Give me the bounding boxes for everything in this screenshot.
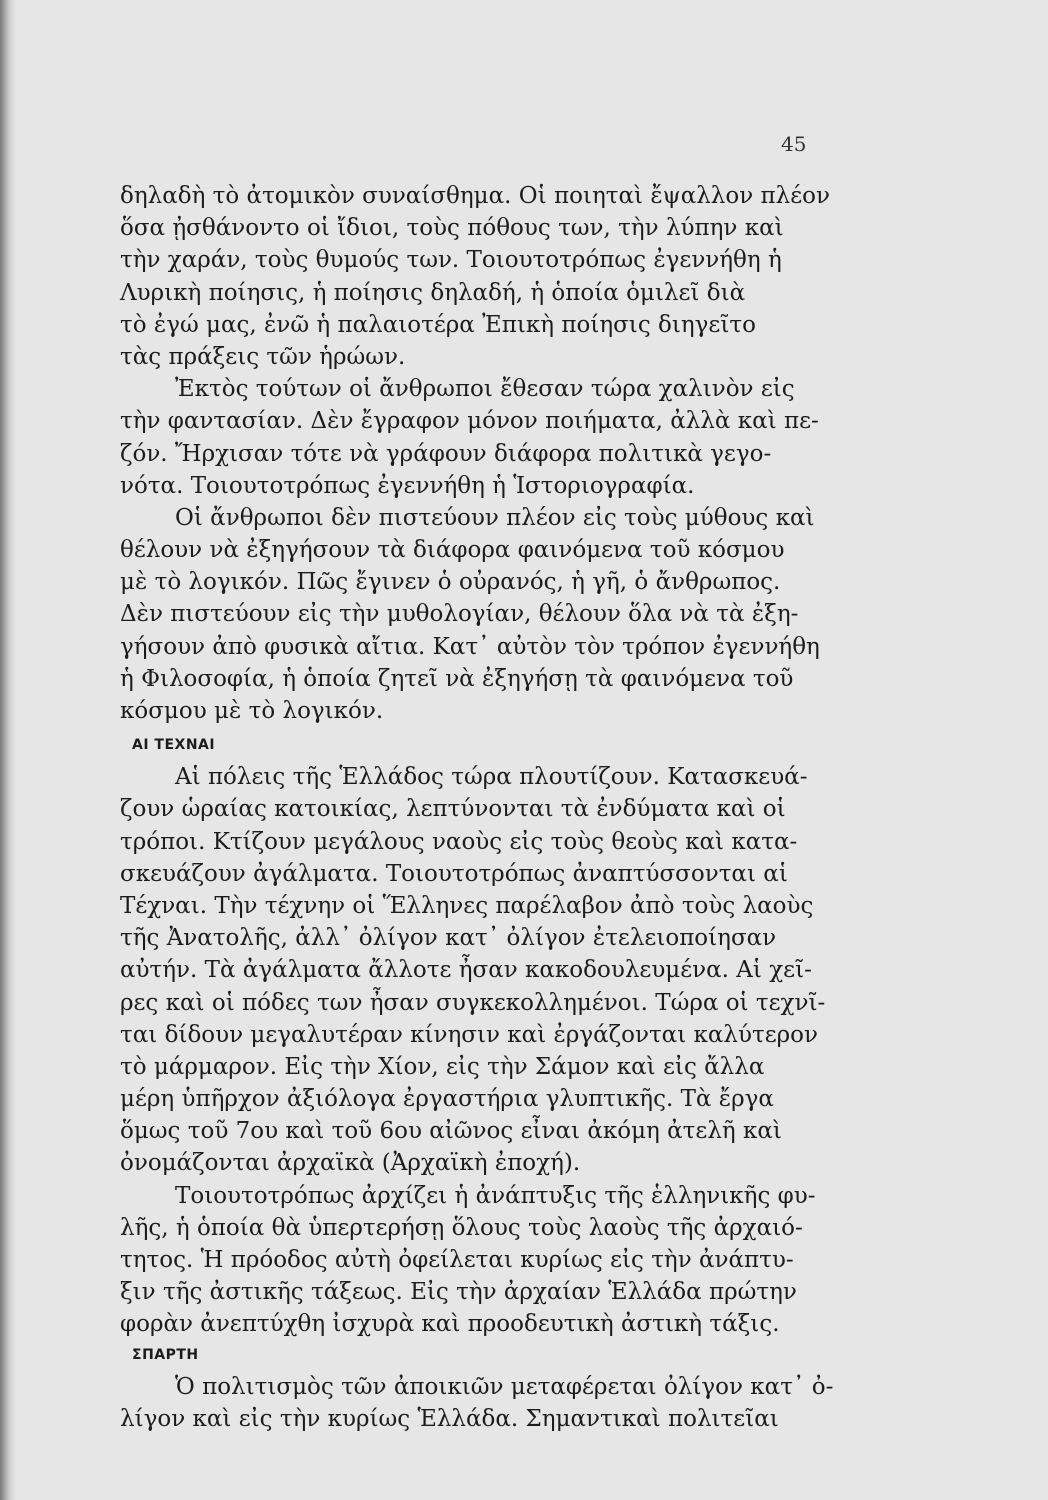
text-line: ζουν ὡραίας κατοικίας, λεπτύνονται τὰ ἐνδύματα καὶ οἱ <box>120 796 786 823</box>
text-line: ὀνομάζονται ἀρχαϊκὰ (Ἀρχαϊκὴ ἐποχή). <box>120 1150 581 1177</box>
text-line: Αἱ πόλεις τῆς Ἑλλάδος τώρα πλουτίζουν. Κατασκευά- <box>175 764 808 791</box>
text-line: τρόποι. Κτίζουν μεγάλους ναοὺς εἰς τοὺς θεοὺς καὶ κατα- <box>120 828 798 855</box>
page-text <box>120 180 850 1435</box>
text-line: Ἐκτὸς τούτων οἱ ἄνθρωποι ἔθεσαν τώρα χαλινὸν εἰς <box>175 376 795 403</box>
text-line: μέρη ὑπῆρχον ἀξιόλογα ἐργαστήρια γλυπτικῆς. Τὰ ἔργα <box>120 1086 774 1113</box>
text-line: τὴν φαντασίαν. Δὲν ἔγραφον μόνον ποιήματα, ἀλλὰ καὶ πε- <box>120 408 819 435</box>
text-line: σκευάζουν ἀγάλματα. Τοιουτοτρόπως ἀναπτύσσονται αἱ <box>120 860 788 887</box>
text-line: τὸ ἐγώ μας, ἐνῶ ἡ παλαιοτέρα Ἐπικὴ ποίησις διηγεῖτο <box>120 311 756 338</box>
text-line: μὲ τὸ λογικόν. Πῶς ἔγινεν ὁ οὐρανός, ἡ γῆ, ὁ ἄνθρωπος. <box>120 569 781 596</box>
text-line: ὅμως τοῦ 7ου καὶ τοῦ 6ου αἰῶνος εἶναι ἀκόμη ἀτελῆ καὶ <box>120 1118 782 1145</box>
text-line: νότα. Τοιουτοτρόπως ἐγεννήθη ἡ Ἱστοριογραφία. <box>120 472 695 499</box>
paragraph-block-1 <box>120 180 850 727</box>
text-line: τητος. Ἡ πρόοδος αὐτὴ ὀφείλεται κυρίως εἰς τὴν ἀνάπτυ- <box>120 1247 794 1273</box>
text-line: Τέχναι. Τὴν τέχνην οἱ Ἕλληνες παρέλαβον ἀπὸ τοὺς λαοὺς <box>120 892 814 919</box>
paragraph-block-3 <box>120 1371 850 1435</box>
text-line: τὸ μάρμαρον. Εἰς τὴν Χίον, εἰς τὴν Σάμον καὶ εἰς ἄλλα <box>120 1053 765 1080</box>
section-heading-sparta: ΣΠΑΡΤΗ <box>132 1346 199 1363</box>
text-line: γήσουν ἀπὸ φυσικὰ αἴτια. Κατ᾿ αὐτὸν τὸν τρόπον ἐγεννήθη <box>120 633 820 660</box>
text-line: ἡ Φιλοσοφία, ἡ ὁποία ζητεῖ νὰ ἐξηγήσῃ τὰ φαινόμενα τοῦ <box>120 665 794 692</box>
text-line: Ὁ πολιτισμὸς τῶν ἀποικιῶν μεταφέρεται ὀλίγον κατ᾿ ὀ- <box>175 1373 834 1400</box>
text-line: θέλουν νὰ ἐξηγήσουν τὰ διάφορα φαινόμενα τοῦ κόσμου <box>120 537 785 564</box>
text-line: ζόν. Ἤρχισαν τότε νὰ γράφουν διάφορα πολιτικὰ γεγο- <box>120 440 772 467</box>
text-line: λῆς, ἡ ὁποία θὰ ὑπερτερήσῃ ὅλους τοὺς λαοὺς τῆς ἀρχαιό- <box>120 1214 803 1241</box>
text-line: ρες καὶ οἱ πόδες των ἦσαν συγκεκολλημένοι. Τώρα οἱ τεχνῖ- <box>120 989 826 1016</box>
text-line: Τοιουτοτρόπως ἀρχίζει ἡ ἀνάπτυξις τῆς ἑλληνικῆς φυ- <box>175 1182 816 1209</box>
text-line: κόσμου μὲ τὸ λογικόν. <box>120 698 384 724</box>
section-heading-arts: ΑΙ ΤΕΧΝΑΙ <box>132 737 216 754</box>
text-line: τὴν χαράν, τοὺς θυμούς των. Τοιουτοτρόπως ἐγεννήθη ἡ <box>120 247 782 274</box>
text-line: Δὲν πιστεύουν εἰς τὴν μυθολογίαν, θέλουν ὅλα νὰ τὰ ἐξη- <box>120 601 799 628</box>
page-number: 45 <box>781 132 807 156</box>
page-spine-shadow <box>0 0 16 1500</box>
text-line: ὅσα ᾐσθάνοντο οἱ ἴδιοι, τοὺς πόθους των, τὴν λύπην καὶ <box>120 215 784 242</box>
text-line: δηλαδὴ τὸ ἀτομικὸν συναίσθημα. Οἱ ποιηταὶ ἔψαλλον πλέον <box>120 183 830 209</box>
text-line: φορὰν ἀνεπτύχθη ἰσχυρὰ καὶ προοδευτικὴ ἀστικὴ τάξις. <box>120 1311 780 1338</box>
text-line: τῆς Ἀνατολῆς, ἀλλ᾿ ὀλίγον κατ᾿ ὀλίγον ἐτελειοποίησαν <box>120 925 777 952</box>
text-line: Λυρικὴ ποίησις, ἡ ποίησις δηλαδή, ἡ ὁποία ὁμιλεῖ διὰ <box>120 279 746 306</box>
text-line: ξιν τῆς ἀστικῆς τάξεως. Εἰς τὴν ἀρχαίαν Ἑλλάδα πρώτην <box>120 1279 797 1306</box>
paragraph-block-2 <box>120 761 850 1340</box>
text-line: λίγον καὶ εἰς τὴν κυρίως Ἑλλάδα. Σημαντικαὶ πολιτεῖαι <box>120 1405 779 1432</box>
text-line: ται δίδουν μεγαλυτέραν κίνησιν καὶ ἐργάζονται καλύτερον <box>120 1021 818 1048</box>
text-line: τὰς πράξεις τῶν ἡρώων. <box>120 343 406 370</box>
text-line: αὐτήν. Τὰ ἀγάλματα ἄλλοτε ἦσαν κακοδουλευμένα. Αἱ χεῖ- <box>120 957 812 984</box>
text-line: Οἱ ἄνθρωποι δὲν πιστεύουν πλέον εἰς τοὺς μύθους καὶ <box>175 504 815 531</box>
